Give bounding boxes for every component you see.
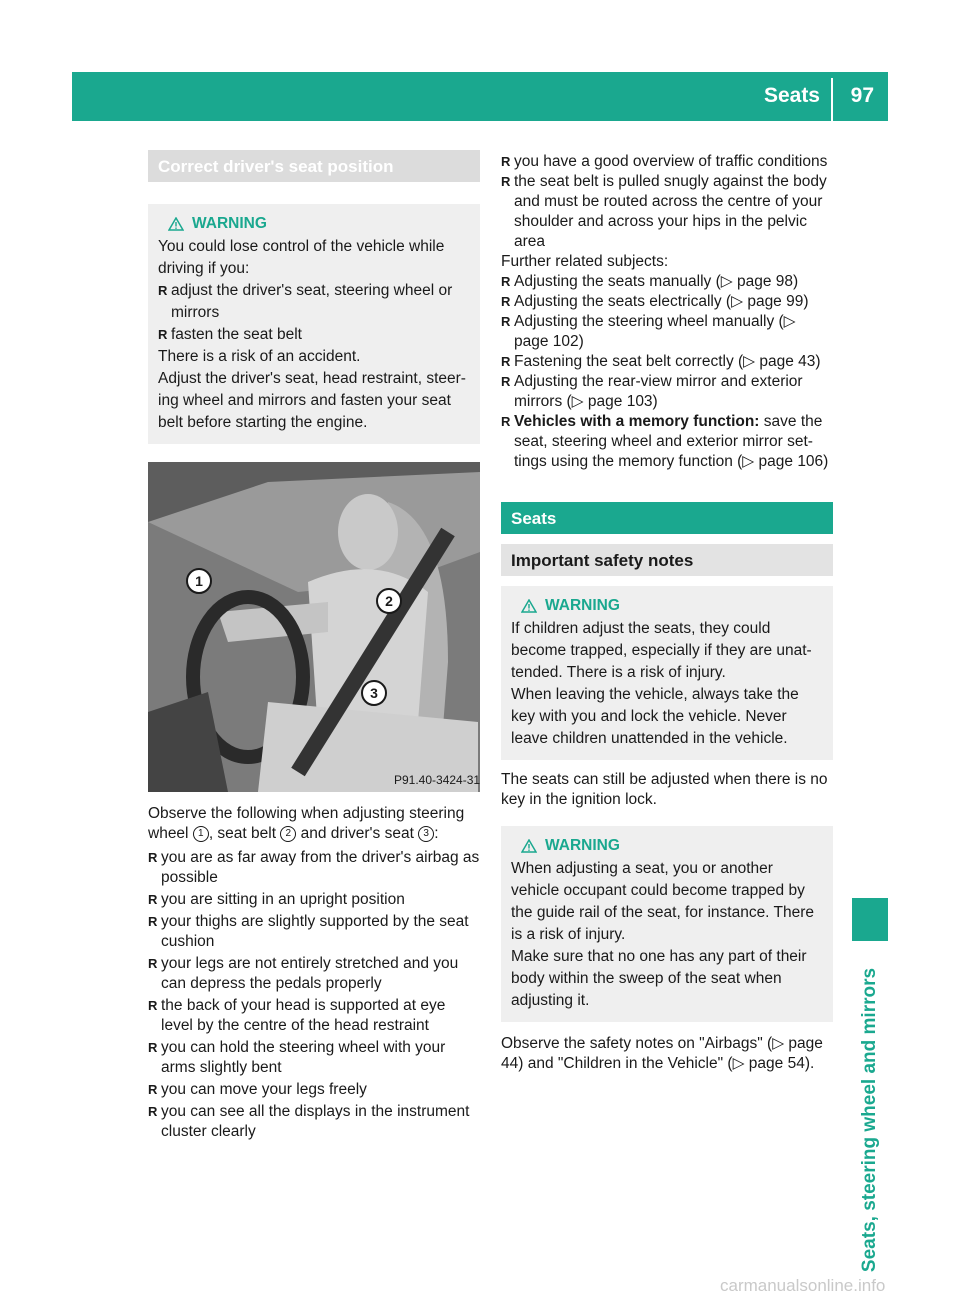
list-item-text: you have a good overview of traffic conditions	[514, 153, 828, 170]
warning-label: WARNING	[192, 215, 267, 232]
warning-text: Make sure that no one has any part of their body within the sweep of the seat when adjusting it.	[511, 948, 807, 1009]
warning-header	[168, 212, 470, 236]
list-item-text: the back of your head is supported at eye level by the centre of the head restraint	[161, 997, 446, 1034]
page-header-bar	[72, 72, 888, 121]
list-item	[148, 912, 480, 952]
list-item	[148, 890, 480, 910]
observe-text-c: and driver's seat	[296, 825, 419, 842]
side-tab-marker	[852, 898, 888, 941]
observe-text-b: , seat belt	[208, 825, 281, 842]
seat-position-illustration	[148, 462, 480, 792]
warning-text: When adjusting a seat, you or another vehicle occupant could become trapped by the guide rail of the seat, for instance. There is a risk of injury.	[511, 860, 815, 943]
list-item-text: you are sitting in an upright position	[161, 891, 405, 908]
bullet-icon: R	[501, 294, 511, 309]
warning-box	[148, 204, 480, 444]
observe-paragraph	[148, 804, 480, 844]
bullet-icon: R	[148, 892, 158, 907]
closing-paragraph[interactable]: Observe the safety notes on "Airbags" (▷ page 44) and "Children in the Vehicle" (▷ page 54).	[501, 1035, 823, 1072]
callout-ref-3: 3	[418, 826, 434, 842]
list-item-text: the seat belt is pulled snugly against the body and must be routed across the centre of your shoulder and across your hips in the pelvic area	[514, 173, 827, 250]
warning-text: When leaving the vehicle, always take the key with you and lock the vehicle. Never leave children unattended in the vehicle.	[511, 686, 799, 747]
section-heading	[148, 150, 480, 182]
related-link-text[interactable]: Fastening the seat belt correctly (▷ page 43)	[514, 353, 821, 370]
callout-3: 3	[361, 680, 387, 706]
bullet-icon: R	[501, 374, 511, 389]
driver-illustration	[148, 462, 480, 792]
list-item	[148, 996, 480, 1036]
subsection-heading	[501, 544, 833, 576]
warning-box	[501, 826, 833, 1022]
warning-item-text: adjust the driver's seat, steering wheel or mirrors	[171, 282, 453, 321]
list-item-text: you can hold the steering wheel with your arms slightly bent	[161, 1039, 446, 1076]
callout-1: 1	[186, 568, 212, 594]
related-link-text[interactable]: Adjusting the steering wheel manually (▷ page 102)	[514, 313, 796, 350]
list-item	[501, 172, 833, 252]
bullet-icon: R	[148, 956, 158, 971]
warning-item-text: fasten the seat belt	[171, 326, 302, 343]
callout-ref-1: 1	[193, 826, 209, 842]
related-link[interactable]	[501, 372, 833, 412]
further-subjects: Further related subjects:	[501, 253, 669, 270]
seats-paragraph: The seats can still be adjusted when there is no key in the ignition lock.	[501, 771, 828, 808]
bullet-icon: R	[158, 283, 168, 298]
chapter-title: Seats	[763, 84, 820, 107]
warning-triangle-icon	[168, 217, 184, 231]
section-heading-seats	[501, 502, 833, 534]
list-item-text: you can see all the displays in the instrument cluster clearly	[161, 1103, 470, 1140]
warning-item	[158, 324, 470, 346]
list-item-text: your legs are not entirely stretched and you can depress the pedals properly	[161, 955, 459, 992]
warning-triangle-icon	[521, 599, 537, 613]
bullet-icon: R	[501, 274, 511, 289]
bullet-icon: R	[148, 1104, 158, 1119]
bullet-icon: R	[148, 1040, 158, 1055]
related-link[interactable]	[501, 352, 833, 372]
warning-action: Adjust the driver's seat, head restraint, steer-ing wheel and mirrors and fasten your seat belt before starting the engine.	[158, 370, 466, 431]
observe-text-a: Observe the following when adjusting steering wheel	[148, 805, 465, 842]
list-item	[148, 848, 480, 888]
warning-triangle-icon	[521, 839, 537, 853]
warning-risk: There is a risk of an accident.	[158, 348, 361, 365]
bullet-icon: R	[501, 314, 511, 329]
section-heading-text: Seats	[511, 509, 557, 528]
related-link-text[interactable]	[514, 412, 833, 472]
related-link[interactable]	[501, 312, 833, 352]
side-tab-label: Seats, steering wheel and mirrors	[859, 967, 880, 1273]
related-link[interactable]	[501, 272, 833, 292]
memory-label: Vehicles with a memory function:	[514, 413, 760, 430]
list-item	[148, 1038, 480, 1078]
bullet-icon: R	[158, 327, 168, 342]
subsection-heading-text: Important safety notes	[511, 551, 694, 570]
bullet-icon: R	[501, 414, 511, 429]
warning-item	[158, 280, 470, 324]
related-link[interactable]	[501, 412, 833, 472]
callout-ref-2: 2	[280, 826, 296, 842]
observe-text-d: :	[434, 825, 439, 842]
bullet-icon: R	[148, 998, 158, 1013]
right-column	[501, 152, 833, 1074]
image-code: P91.40-3424-31	[394, 773, 480, 787]
list-item	[501, 152, 833, 172]
page-number: 97	[850, 84, 874, 107]
warning-header	[521, 834, 823, 858]
bullet-icon: R	[148, 1082, 158, 1097]
bullet-icon: R	[501, 154, 511, 169]
related-link-text[interactable]: Adjusting the seats electrically (▷ page 99)	[514, 293, 809, 310]
list-item-text: you are as far away from the driver's airbag as possible	[161, 849, 480, 886]
callout-2: 2	[376, 588, 402, 614]
memory-text: save the seat, steering wheel and exterior mirror set-tings using the memory function (▷ page 106)	[514, 413, 829, 470]
related-link-text[interactable]: Adjusting the rear-view mirror and exterior mirrors (▷ page 103)	[514, 373, 803, 410]
warning-text: If children adjust the seats, they could become trapped, especially if they are unat-tended. There is a risk of injury.	[511, 620, 812, 681]
warning-label: WARNING	[545, 837, 620, 854]
bullet-icon: R	[501, 354, 511, 369]
header-divider	[831, 78, 833, 121]
list-item-text: you can move your legs freely	[161, 1081, 367, 1098]
list-item	[148, 1080, 480, 1100]
warning-header	[521, 594, 823, 618]
warning-label: WARNING	[545, 597, 620, 614]
list-item	[148, 954, 480, 994]
warning-box	[501, 586, 833, 760]
watermark: carmanualsonline.info	[720, 1276, 886, 1295]
list-item	[148, 1102, 480, 1142]
section-heading-text: Correct driver's seat position	[158, 157, 394, 176]
bullet-icon: R	[501, 174, 511, 189]
side-tab	[852, 960, 888, 1300]
bullet-icon: R	[148, 914, 158, 929]
bullet-icon: R	[148, 850, 158, 865]
related-link[interactable]	[501, 292, 833, 312]
left-column	[148, 150, 480, 1144]
related-link-text[interactable]: Adjusting the seats manually (▷ page 98)	[514, 273, 799, 290]
list-item-text: your thighs are slightly supported by the seat cushion	[161, 913, 469, 950]
warning-intro: You could lose control of the vehicle while driving if you:	[158, 238, 445, 277]
